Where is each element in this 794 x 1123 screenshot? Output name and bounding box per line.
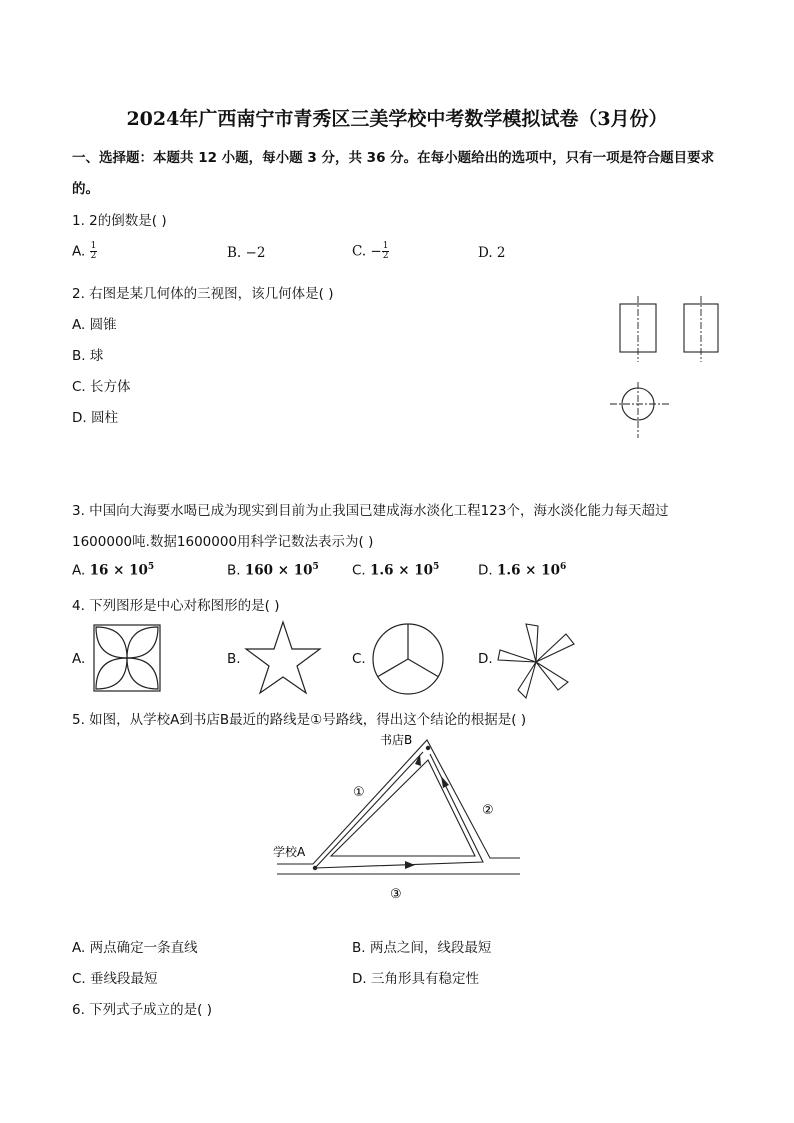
q3-option-c-base: 1.6 × 10 xyxy=(370,562,434,579)
q1-option-a-fraction xyxy=(90,242,98,261)
q3-option-a-label: A. xyxy=(72,562,86,579)
q3-option-a-exponent: 5 xyxy=(147,562,155,572)
label-route-1: ① xyxy=(353,785,365,800)
label-route-3: ③ xyxy=(390,887,402,902)
shop-point xyxy=(426,746,430,750)
q3-option-c xyxy=(352,562,439,579)
section-instructions-line2: 的。 xyxy=(72,181,99,197)
q3-option-d-base: 1.6 × 10 xyxy=(496,562,560,579)
q3-option-d-label: D. xyxy=(478,562,493,579)
route-diagram xyxy=(265,728,530,908)
three-view-diagram xyxy=(600,296,730,442)
school-point xyxy=(313,866,317,870)
q4-option-c-label: C. xyxy=(352,651,366,667)
fraction-denominator: 2 xyxy=(90,251,97,261)
q3-option-a-base: 16 × 10 xyxy=(89,562,148,579)
q1-option-a xyxy=(72,242,97,261)
section-instructions-line1: 一、选择题：本题共 12 小题，每小题 3 分，共 36 分。在每小题给出的选项中，只有一项是符合题目要求 xyxy=(72,150,715,166)
q4-figure-a-petals-square xyxy=(93,624,161,692)
q3-option-b-label: B. xyxy=(227,562,241,579)
q1-option-a-label: A. xyxy=(72,243,86,260)
q1-option-b: B. −2 xyxy=(227,245,266,261)
q3-option-d xyxy=(478,562,566,579)
q1-option-c-fraction xyxy=(382,242,390,261)
label-route-2: ② xyxy=(482,803,494,818)
q3-option-b-exponent: 5 xyxy=(312,562,319,572)
q1-option-c xyxy=(352,242,389,261)
label-school-a: 学校A xyxy=(273,845,306,859)
q3-stem-line2 xyxy=(72,530,373,550)
q4-figure-c-divided-circle xyxy=(371,622,445,696)
q5-option-a: A. 两点确定一条直线 xyxy=(72,940,198,956)
q1-option-d: D. 2 xyxy=(478,245,506,261)
q5-option-c: C. 垂线段最短 xyxy=(72,971,158,987)
fraction-numerator: 1 xyxy=(90,241,97,251)
q2-option-d: D. 圆柱 xyxy=(72,410,118,426)
q3-stem-line1: 3. 中国向大海要水喝已成为现实到目前为止我国已建成海水淡化工程123个，海水淡化能力每天超过 xyxy=(72,503,669,519)
q4-option-b-label: B. xyxy=(227,651,241,667)
q5-option-d: D. 三角形具有稳定性 xyxy=(352,971,479,987)
q2-option-a: A. 圆锥 xyxy=(72,317,117,333)
outer-road-edge xyxy=(277,740,520,864)
q5-stem: 5. 如图，从学校A到书店B最近的路线是①号路线，得出这个结论的根据是( ) xyxy=(72,712,527,728)
label-shop-b: 书店B xyxy=(380,733,413,747)
page-title: 2024年广西南宁市青秀区三美学校中考数学模拟试卷（3月份） xyxy=(126,108,668,130)
q3-option-a xyxy=(72,562,154,579)
q1-option-c-label: C. − xyxy=(352,243,382,260)
route-1-line xyxy=(315,752,423,868)
fraction-denominator: 2 xyxy=(382,251,389,261)
q3-option-b-base: 160 × 10 xyxy=(244,562,313,579)
q6-stem: 6. 下列式子成立的是( ) xyxy=(72,1002,212,1018)
inner-triangle xyxy=(331,760,475,856)
route-3-arrow xyxy=(405,861,415,869)
q4-figure-d-pinwheel xyxy=(496,620,576,700)
q2-option-c: C. 长方体 xyxy=(72,379,131,395)
fraction-numerator: 1 xyxy=(382,241,389,251)
q1-stem: 1. 2的倒数是( ) xyxy=(72,213,167,229)
q4-option-d-label: D. xyxy=(478,651,493,667)
q3-option-c-exponent: 5 xyxy=(433,562,440,572)
q4-option-a-label: A. xyxy=(72,651,86,667)
q5-option-b: B. 两点之间，线段最短 xyxy=(352,940,492,956)
q3-option-d-exponent: 6 xyxy=(559,562,567,572)
q3-stem-line2-text: 1600000吨.数据1600000用科学记数法表示为( ) xyxy=(72,534,374,550)
q2-stem: 2. 右图是某几何体的三视图，该几何体是( ) xyxy=(72,286,334,302)
q3-option-c-label: C. xyxy=(352,562,366,579)
q3-option-b xyxy=(227,562,319,579)
q4-figure-b-star xyxy=(244,620,322,696)
q2-option-b: B. 球 xyxy=(72,348,104,364)
q4-stem: 4. 下列图形是中心对称图形的是( ) xyxy=(72,598,280,614)
